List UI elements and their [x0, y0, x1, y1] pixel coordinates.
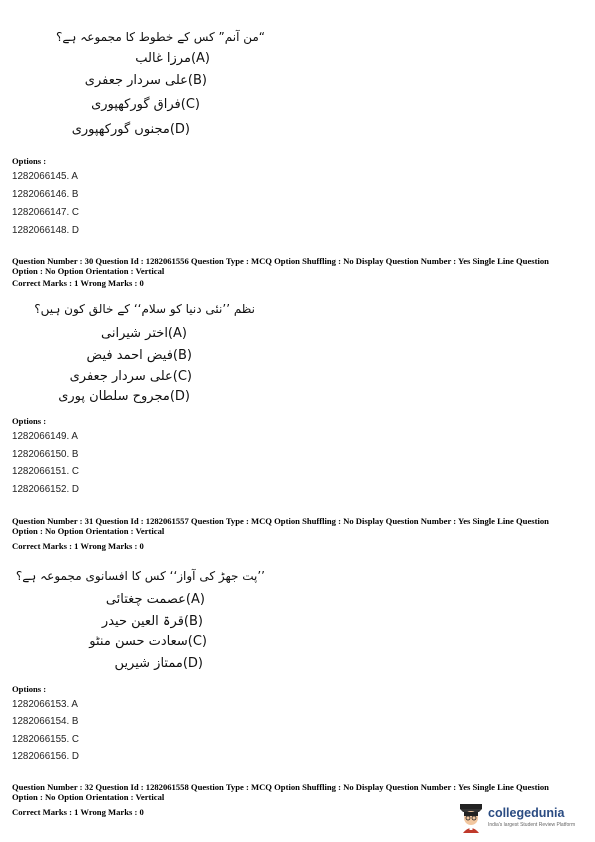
marks-line: Correct Marks : 1 Wrong Marks : 0	[12, 541, 144, 551]
question-text: نظم ’’نئی دنیا کو سلام‘‘ کے خالق کون ہیں؟	[34, 302, 255, 316]
question-header: Question Number : 32 Question Id : 1282061558 Question Type : MCQ Option Shuffling : No Display Question Number : Yes Single Line Question Option : No Option Orientation : Vertical	[12, 782, 549, 802]
question-text: ’’پت جھڑ کی آواز‘‘ کس کا افسانوی مجموعہ ہے؟	[15, 569, 265, 583]
student-mascot-icon	[457, 803, 485, 833]
options-label: Options :	[12, 416, 47, 426]
option-c: 1282066155. C	[12, 734, 80, 745]
brand-name: collegedunia	[488, 806, 565, 820]
choice-a: (A)اختر شیرانی	[101, 326, 187, 341]
options-label: Options :	[12, 156, 47, 166]
option-b: 1282066150. B	[12, 449, 79, 460]
choice-c: (C)سعادت حسن منٹو	[89, 634, 207, 649]
option-a: 1282066153. A	[12, 699, 78, 710]
option-d: 1282066148. D	[12, 225, 80, 236]
choice-d: (D)مجنوں گورکھپوری	[71, 122, 190, 137]
option-c: 1282066151. C	[12, 466, 80, 477]
choice-d: (D)مجروح سلطان پوری	[58, 389, 190, 404]
question-header: Question Number : 31 Question Id : 1282061557 Question Type : MCQ Option Shuffling : No Display Question Number : Yes Single Line Question Option : No Option Orientation : Vertical	[12, 516, 549, 536]
question-text: “من آنم” کس کے خطوط کا مجموعہ ہے؟	[56, 30, 265, 44]
option-b: 1282066146. B	[12, 189, 79, 200]
choice-b: (B)قرۃ العین حیدر	[101, 614, 203, 629]
choice-d: (D)ممتاز شیریں	[114, 656, 203, 671]
brand-logo[interactable]	[457, 801, 587, 835]
option-d: 1282066152. D	[12, 484, 80, 495]
marks-line: Correct Marks : 1 Wrong Marks : 0	[12, 278, 144, 288]
choice-b: (B)فیض احمد فیض	[86, 348, 192, 363]
option-a: 1282066149. A	[12, 431, 78, 442]
choice-b: (B)علی سردار جعفری	[84, 73, 207, 88]
options-label: Options :	[12, 684, 47, 694]
choice-c: (C)فراق گورکھپوری	[91, 97, 200, 112]
option-b: 1282066154. B	[12, 716, 79, 727]
option-c: 1282066147. C	[12, 207, 80, 218]
option-a: 1282066145. A	[12, 171, 78, 182]
question-header: Question Number : 30 Question Id : 1282061556 Question Type : MCQ Option Shuffling : No Display Question Number : Yes Single Line Question Option : No Option Orientation : Vertical	[12, 256, 549, 276]
choice-c: (C)علی سردار جعفری	[69, 369, 192, 384]
choice-a: (A)عصمت چغتائی	[105, 592, 205, 607]
choice-a: (A)مرزا غالب	[135, 51, 210, 66]
brand-tagline: India's largest Student Review Platform	[488, 822, 576, 828]
option-d: 1282066156. D	[12, 751, 80, 762]
marks-line: Correct Marks : 1 Wrong Marks : 0	[12, 807, 144, 817]
